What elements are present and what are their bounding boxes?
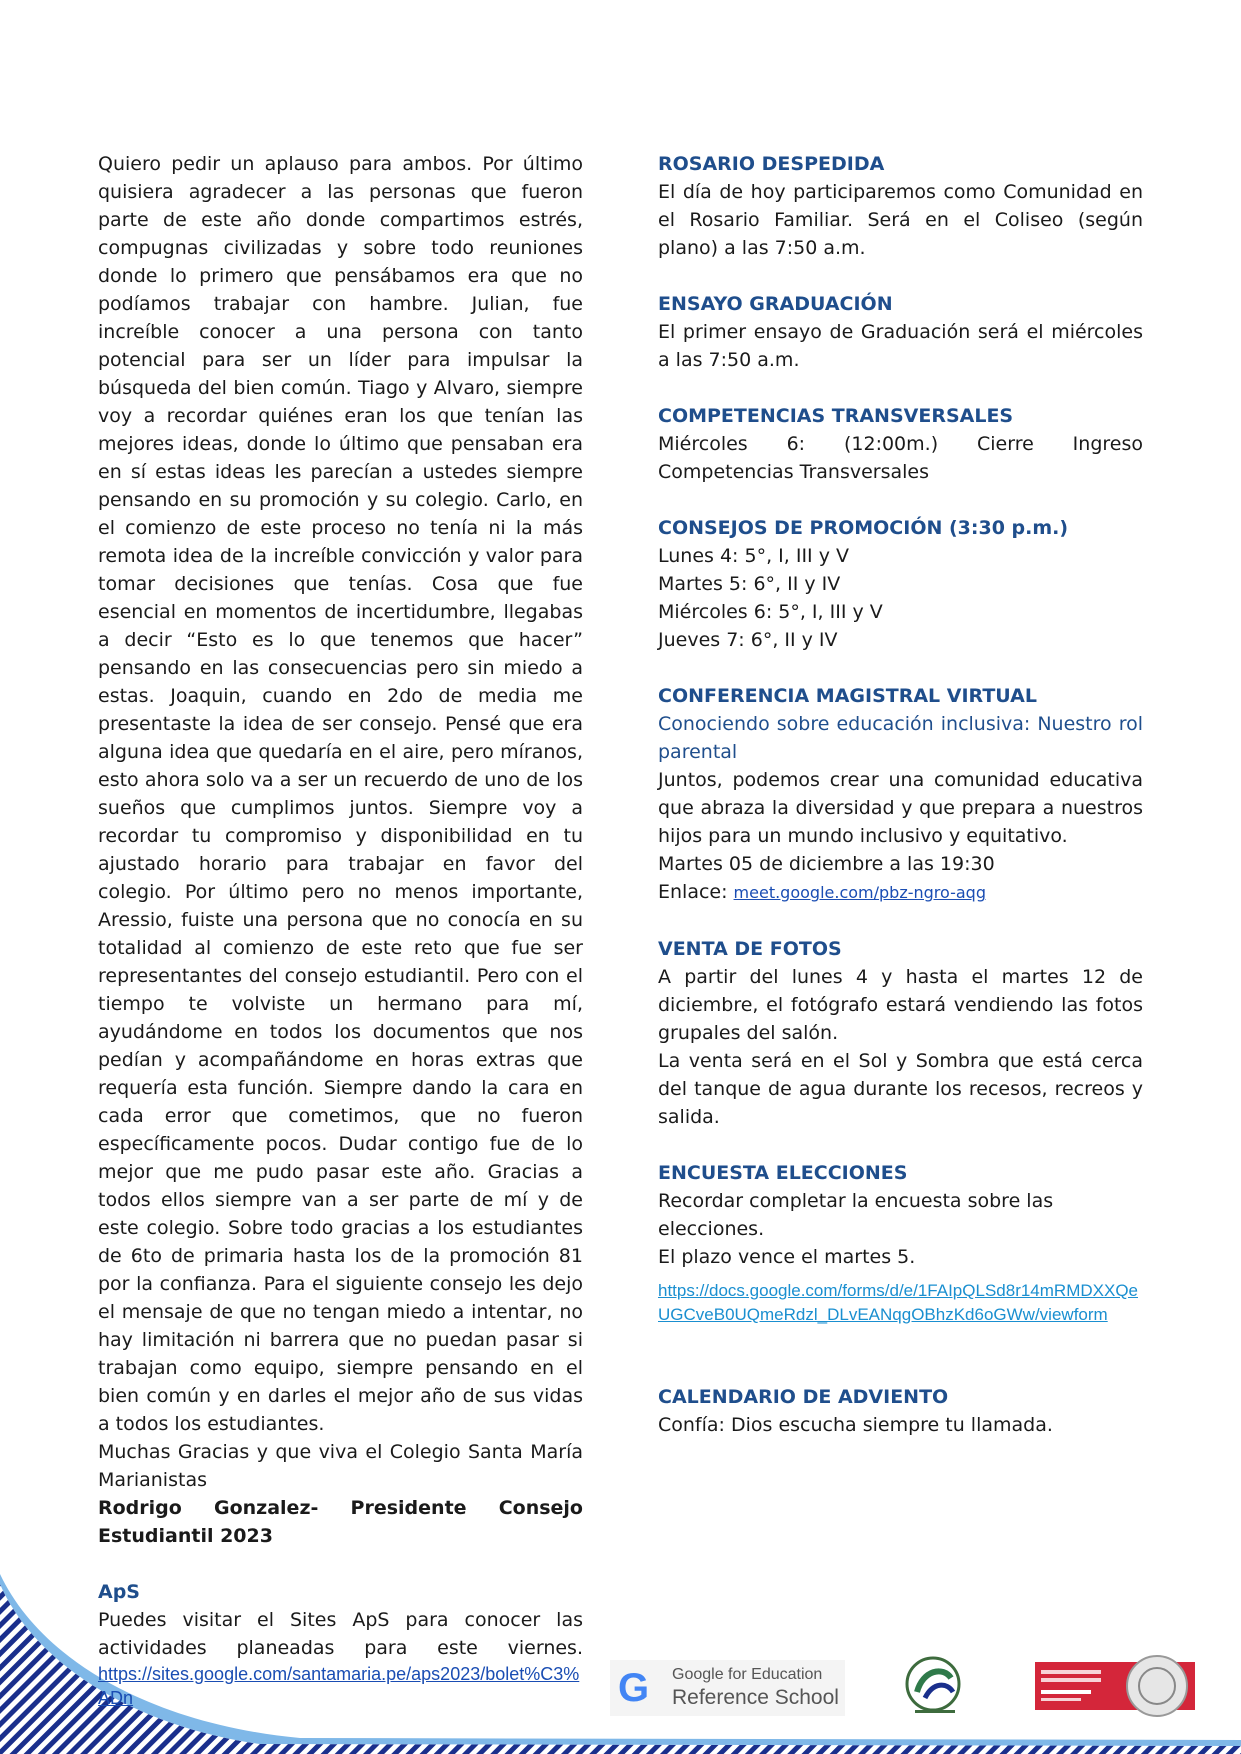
competencias-text: Miércoles 6: (12:00m.) Cierre Ingreso Competencias Transversales xyxy=(658,433,1143,483)
conferencia-section xyxy=(658,682,1143,907)
consejos-line: Martes 5: 6°, II y IV xyxy=(658,573,841,595)
speech-text: Quiero pedir un aplauso para ambos. Por último quisiera agradecer a las personas que fueron parte de este año donde compartimos estrés, compugnas civilizadas y sobre todo reuniones donde lo primero que pensábamos era que no podíamos trabajar con hambre. Julian, fue increíble conocer a una persona con tanto potencial para ser un líder para impulsar la búsqueda del bien común. Tiago y Alvaro, siempre voy a recordar quiénes eran los que tenían las mejores ideas, donde lo último que pensaban era en sí estas ideas les parecían a ustedes siempre pensando en su promoción y su colegio. Carlo, en el comienzo de este proceso no tenía ni la más remota idea de la increíble convicción y valor para tomar decisiones que tenías. Cosa que fue esencial en momentos de incertidumbre, llegabas a decir “Esto es lo que tenemos que hacer” pensando en las consecuencias pero sin miedo a estas. Joaquin, cuando en 2do de media me presentaste la idea de ser consejo. Pensé que era alguna idea que quedaría en el aire, pero míranos, esto ahora solo va a ser un recuerdo de uno de los sueños que cumplimos juntos. Siempre voy a recordar tu compromiso y disponibilidad en tu ajustado horario para trabajar en favor del colegio. Por último pero no menos importante, Aressio, fuiste una persona que no conocía en su totalidad al comienzo de este reto que fue ser representantes del consejo estudiantil. Pero con el tiempo te volviste un hermano para mí, ayudándome en todos los documentos que nos pedían y acompañándome en horas extras que requería esta función. Siempre dando la cara en cada error que cometimos, que no fueron específicamente pocos. Dudar contigo fue de lo mejor que me pudo pasar este año. Gracias a todos ellos siempre van a ser parte de mí y de este colegio. Sobre todo gracias a los estudiantes de 6to de primaria hasta los de la promoción 81 por la confianza. Para el siguiente consejo les dejo el mensaje de que no tengan miedo a intentar, no hay limitación ni barrera que no puedan pasar si trabajan como equipo, siempre pensando en el bien común y en darles el mejor año de sus vidas a todos los estudiantes. xyxy=(98,153,583,1435)
ensayo-section xyxy=(658,290,1143,374)
encuesta-text-1: Recordar completar la encuesta sobre las elecciones. xyxy=(658,1190,1054,1240)
fotos-section xyxy=(658,935,1143,1131)
encuesta-section xyxy=(658,1159,1143,1327)
consejos-heading: CONSEJOS DE PROMOCIÓN (3:30 p.m.) xyxy=(658,517,1069,539)
competencias-heading: COMPETENCIAS TRANSVERSALES xyxy=(658,405,1014,427)
rosario-text: El día de hoy participaremos como Comunidad en el Rosario Familiar. Será en el Coliseo (según plano) a las 7:50 a.m. xyxy=(658,181,1143,259)
bureau-veritas-logo xyxy=(1035,1654,1195,1718)
rosario-heading: ROSARIO DESPEDIDA xyxy=(658,153,885,175)
conferencia-subtitle: Conociendo sobre educación inclusiva: Nuestro rol parental xyxy=(658,713,1143,763)
google-g-icon: G xyxy=(618,1666,650,1710)
encuesta-heading: ENCUESTA ELECCIONES xyxy=(658,1162,908,1184)
fotos-heading: VENTA DE FOTOS xyxy=(658,938,842,960)
ensayo-heading: ENSAYO GRADUACIÓN xyxy=(658,293,893,315)
left-column xyxy=(98,150,583,1710)
signature: Rodrigo Gonzalez- Presidente Consejo Estudiantil 2023 xyxy=(98,1497,583,1547)
conferencia-link-line xyxy=(658,878,1143,907)
consejos-line: Jueves 7: 6°, II y IV xyxy=(658,629,838,651)
google-education-logo xyxy=(610,1660,845,1716)
calendario-text: Confía: Dios escucha siempre tu llamada. xyxy=(658,1414,1053,1436)
consejos-line: Lunes 4: 5°, I, III y V xyxy=(658,545,849,567)
aps-text: Puedes visitar el Sites ApS para conocer las actividades planeadas para este viernes. xyxy=(98,1609,583,1659)
competencias-section xyxy=(658,402,1143,486)
encuesta-text-2: El plazo vence el martes 5. xyxy=(658,1246,916,1268)
aps-heading: ApS xyxy=(98,1581,140,1603)
ensayo-text: El primer ensayo de Graduación será el miércoles a las 7:50 a.m. xyxy=(658,321,1143,371)
footer-logos xyxy=(610,1652,1210,1722)
meet-link[interactable]: meet.google.com/pbz-ngro-aqg xyxy=(733,883,986,902)
google-logo-line-1: Google for Education xyxy=(672,1666,823,1683)
consejos-section xyxy=(658,514,1143,654)
link-label: Enlace: xyxy=(658,881,734,903)
encuesta-link[interactable]: https://docs.google.com/forms/d/e/1FAIpQLSd8r14mRMDXXQeUGCveB0UQmeRdzl_DLvEANqgOBhzKd6oGWw/viewform xyxy=(658,1281,1138,1324)
conferencia-text: Juntos, podemos crear una comunidad educativa que abraza la diversidad y que prepara a nuestros hijos para un mundo inclusivo y equitativo. xyxy=(658,769,1143,847)
conferencia-date: Martes 05 de diciembre a las 19:30 xyxy=(658,853,995,875)
aps-link[interactable]: https://sites.google.com/santamaria.pe/aps2023/bolet%C3%ADn xyxy=(98,1664,580,1708)
thanks-text: Muchas Gracias y que viva el Colegio Santa María Marianistas xyxy=(98,1441,583,1491)
pacto-educativo-logo xyxy=(895,1652,975,1718)
conferencia-heading: CONFERENCIA MAGISTRAL VIRTUAL xyxy=(658,685,1037,707)
google-logo-line-2: Reference School xyxy=(672,1686,839,1709)
calendario-heading: CALENDARIO DE ADVIENTO xyxy=(658,1386,949,1408)
rosario-section xyxy=(658,150,1143,262)
consejos-line: Miércoles 6: 5°, I, III y V xyxy=(658,601,883,623)
fotos-text-2: La venta será en el Sol y Sombra que está cerca del tanque de agua durante los recesos, recreos y salida. xyxy=(658,1050,1143,1128)
calendario-section xyxy=(658,1383,1143,1439)
right-column xyxy=(658,150,1143,1467)
fotos-text-1: A partir del lunes 4 y hasta el martes 12 de diciembre, el fotógrafo estará vendiendo las fotos grupales del salón. xyxy=(658,966,1143,1044)
